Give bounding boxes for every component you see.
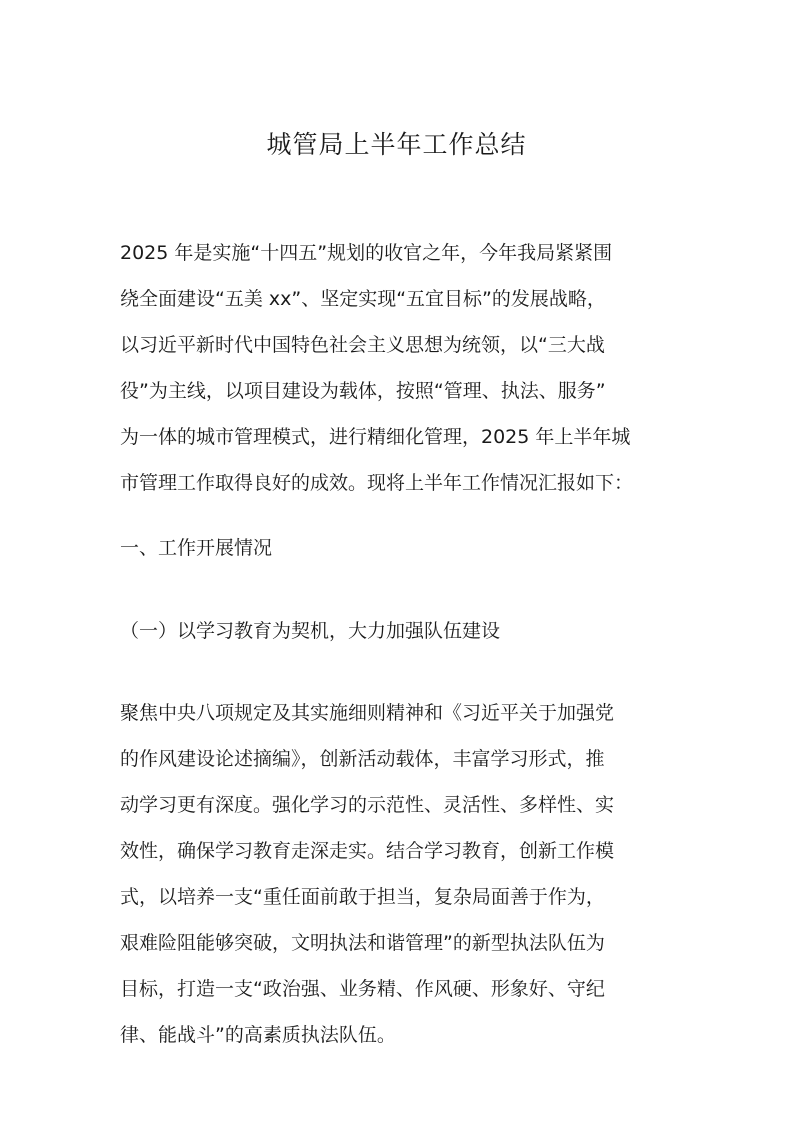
body-line: 律、能战斗”的高素质执法队伍。 <box>120 1024 396 1046</box>
intro-line: 役”为主线，以项目建设为载体，按照“管理、执法、服务” <box>120 380 606 402</box>
body-line: 效性，确保学习教育走深走实。结合学习教育，创新工作模 <box>120 840 615 862</box>
body-line: 的作风建设论述摘编》，创新活动载体，丰富学习形式，推 <box>120 748 605 770</box>
body-line: 聚焦中央八项规定及其实施细则精神和《习近平关于加强党 <box>120 702 615 724</box>
body-line: 艰难险阻能够突破，文明执法和谐管理”的新型执法队伍为 <box>120 932 605 954</box>
body-line: 目标，打造一支“政治强、业务精、作风硬、形象好、守纪 <box>120 978 605 1000</box>
intro-line: 为一体的城市管理模式，进行精细化管理，2025 年上半年城 <box>120 426 631 448</box>
subsection-heading: （一）以学习教育为契机，大力加强队伍建设 <box>120 620 501 642</box>
intro-line: 2025 年是实施“十四五”规划的收官之年，今年我局紧紧围 <box>120 242 613 264</box>
document-title: 城管局上半年工作总结 <box>266 130 527 159</box>
body-line: 式，以培养一支“重任面前敢于担当，复杂局面善于作为， <box>120 886 605 908</box>
section-heading: 一、工作开展情况 <box>120 537 273 559</box>
intro-line: 绕全面建设“五美 xx”、坚定实现“五宜目标”的发展战略， <box>120 288 606 310</box>
intro-line: 以习近平新时代中国特色社会主义思想为统领，以“三大战 <box>120 334 605 356</box>
body-line: 动学习更有深度。强化学习的示范性、灵活性、多样性、实 <box>120 794 615 816</box>
intro-line: 市管理工作取得良好的成效。现将上半年工作情况汇报如下： <box>120 472 634 494</box>
